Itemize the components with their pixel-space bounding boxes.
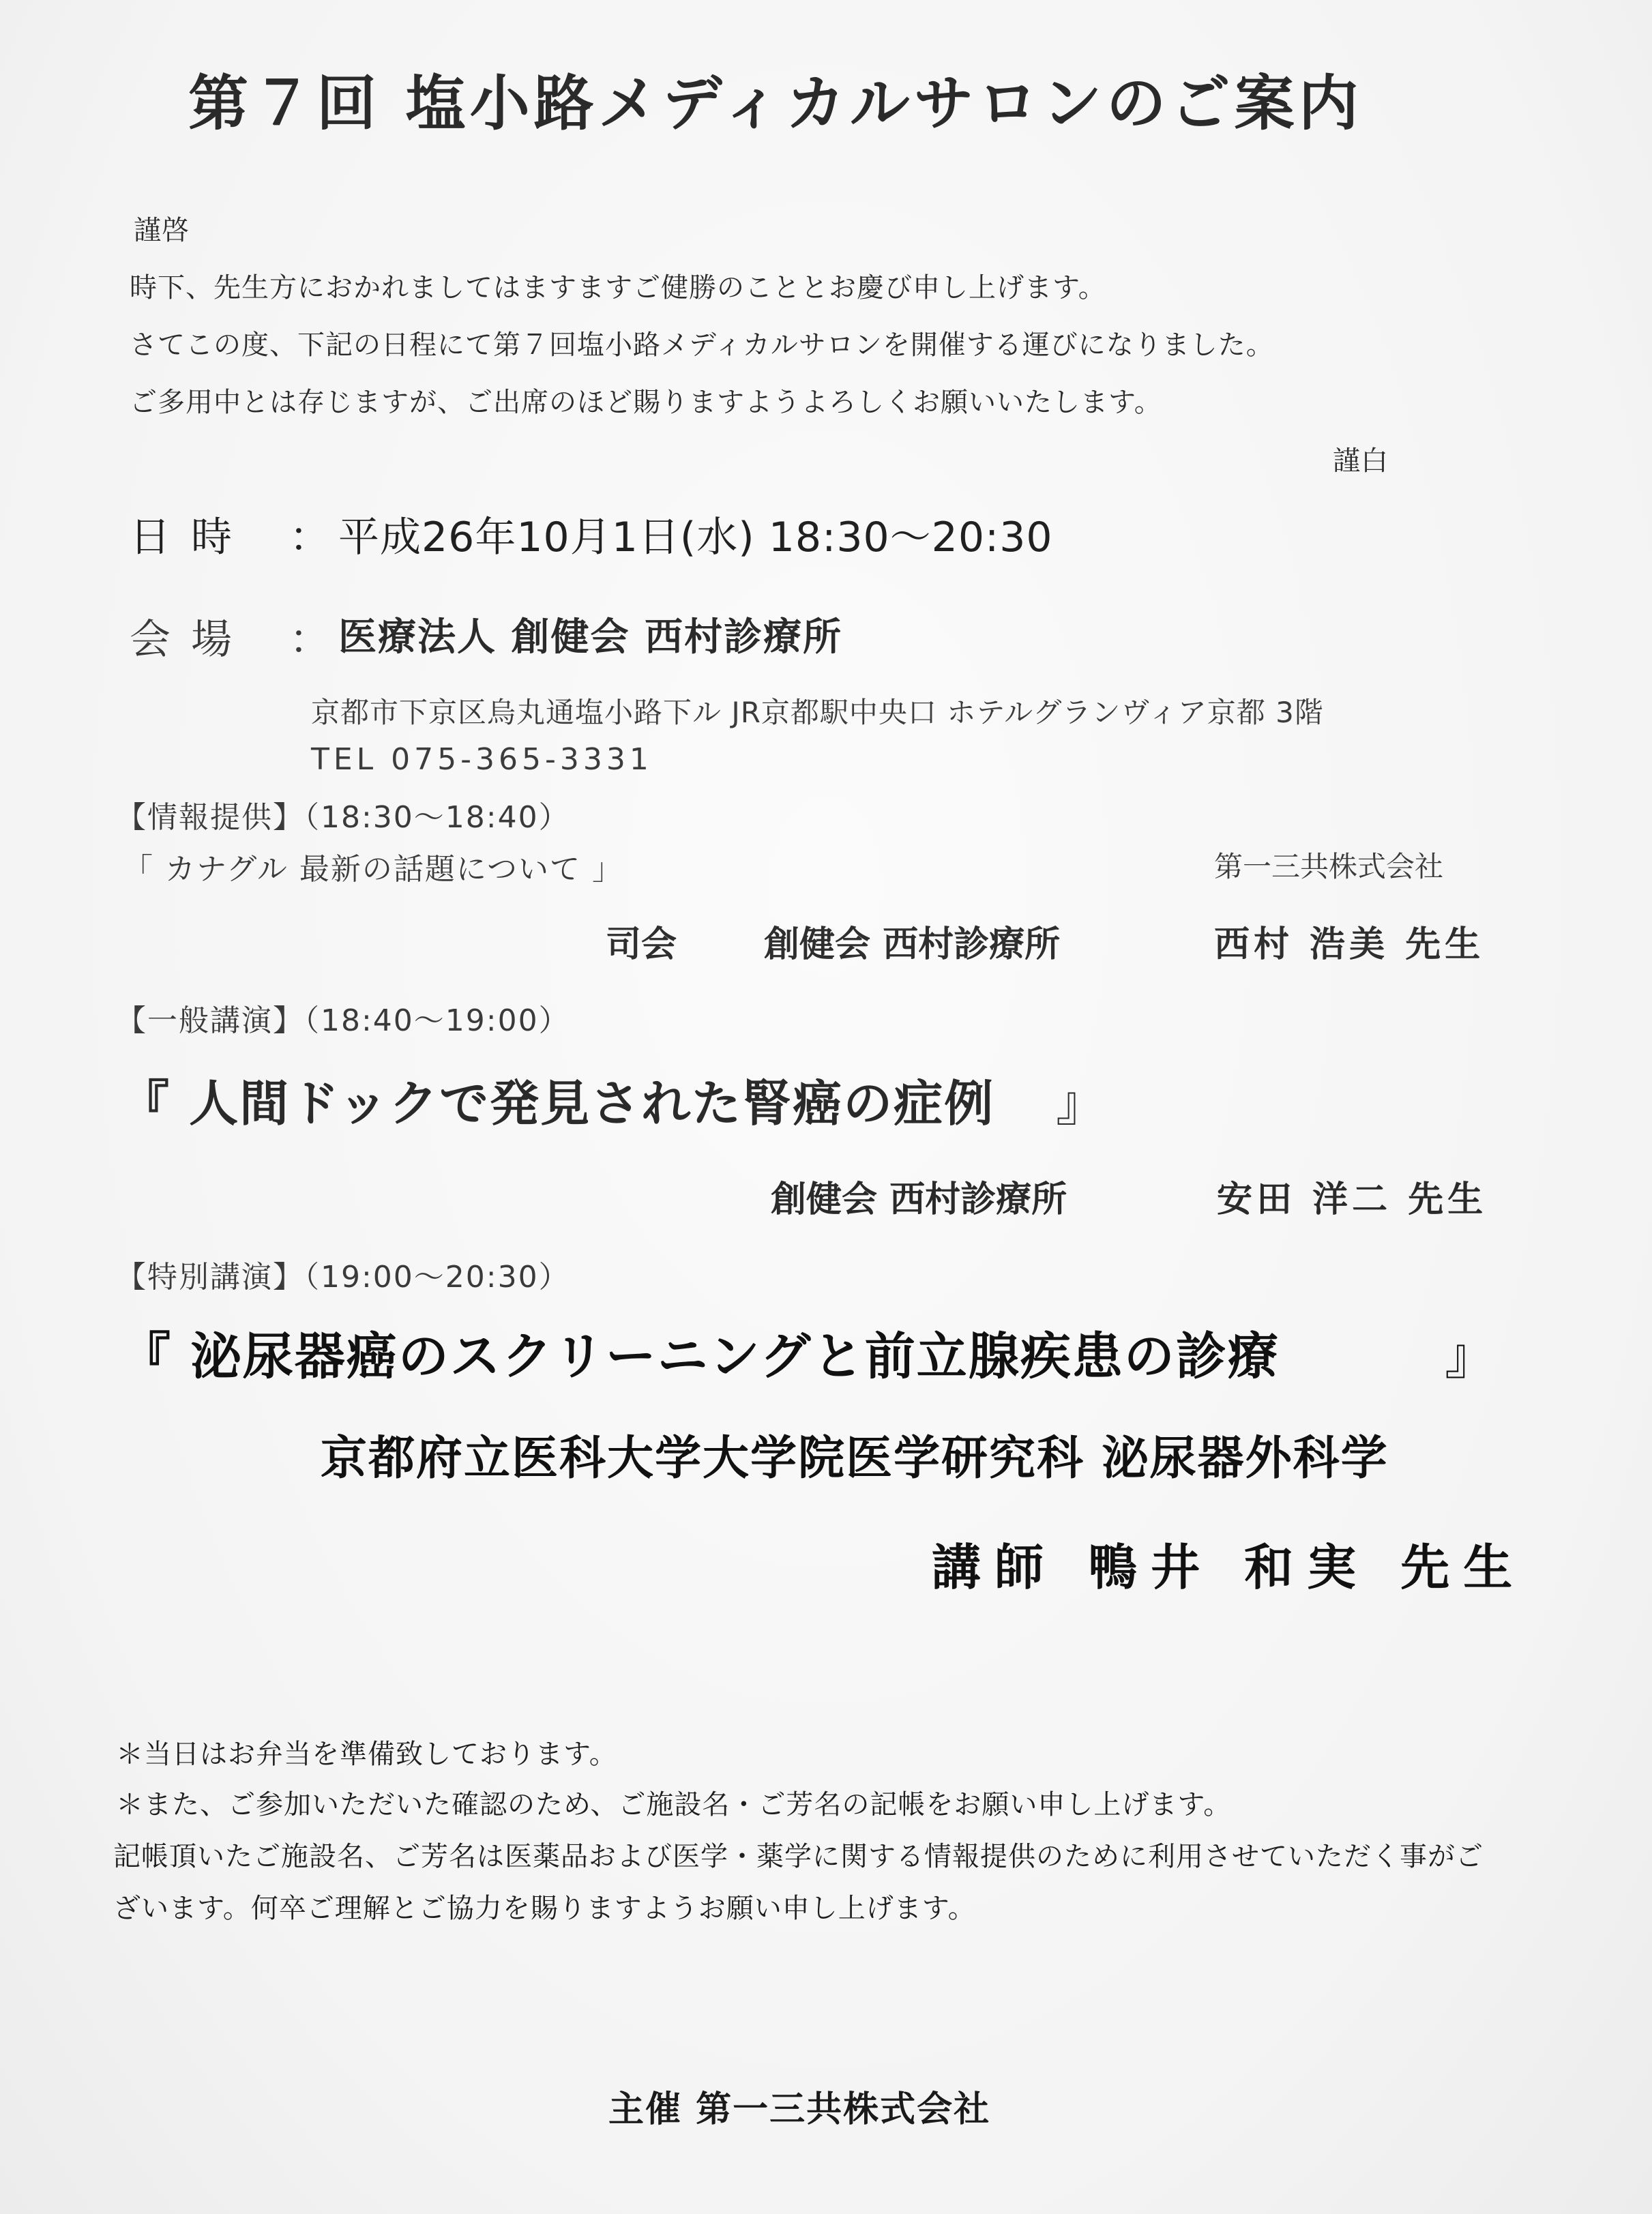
date-value: 平成26年10月1日(水) 18:30〜20:30 (338, 514, 1053, 561)
info-topic: 「 カナグル 最新の話題について 」 (123, 852, 623, 887)
mc-name: 西村 浩美 先生 (1214, 924, 1485, 965)
info-section-heading: 【情報提供】（18:30〜18:40） (116, 800, 570, 835)
mc-label: 司会 (606, 924, 677, 965)
date-label: 日時 (130, 514, 252, 561)
letter-line-1: 時下、先生方におかれましてはますますご健勝のこととお慶び申し上げます。 (130, 272, 1106, 304)
note-privacy-1: 記帳頂いたご施設名、ご芳名は医薬品および医学・薬学に関する情報提供のために利用させていただく事がご (113, 1841, 1484, 1872)
info-company: 第一三共株式会社 (1214, 850, 1444, 883)
note-registration: ＊また、ご参加いただいた確認のため、ご施設名・ご芳名の記帳をお願い申し上げます。 (116, 1789, 1232, 1820)
letter-line-3: ご多用中とは存じますが、ご出席のほど賜りますようよろしくお願いいたします。 (130, 387, 1162, 418)
special-talk-title-close: 』 (1445, 1327, 1495, 1386)
special-speaker-name: 講師 鴨井 和実 先生 (932, 1539, 1526, 1596)
venue-address: 京都市下京区烏丸通塩小路下ル JR京都駅中央口 ホテルグランヴィア京都 3階 (311, 696, 1324, 729)
venue-label: 会場 (130, 616, 252, 664)
letter-line-2: さてこの度、下記の日程にて第７回塩小路メディカルサロンを開催する運びになりました。 (130, 329, 1274, 361)
mc-organization: 創健会 西村診療所 (764, 924, 1061, 965)
venue-tel: TEL 075-365-3331 (311, 742, 653, 777)
organizer: 主催 第一三共株式会社 (608, 2089, 991, 2130)
note-privacy-2: ざいます。何卒ご理解とご協力を賜りますようお願い申し上げます。 (113, 1893, 976, 1924)
document-title: 第７回 塩小路メディカルサロンのご案内 (188, 68, 1363, 138)
venue-colon: ： (289, 616, 330, 664)
letter-closing: 謹白 (1333, 445, 1389, 477)
note-lunch: ＊当日はお弁当を準備致しております。 (116, 1739, 617, 1770)
venue-value: 医療法人 創健会 西村診療所 (338, 615, 842, 660)
special-section-heading: 【特別講演】（19:00〜20:30） (116, 1260, 570, 1295)
date-colon: ： (289, 514, 330, 561)
special-talk-title: 『 泌尿器癌のスクリーニングと前立腺疾患の診療 (120, 1327, 1280, 1386)
general-talk-title-close: 』 (1056, 1075, 1106, 1132)
general-speaker-organization: 創健会 西村診療所 (771, 1179, 1067, 1220)
special-speaker-affiliation: 京都府立医科大学大学院医学研究科 泌尿器外科学 (321, 1432, 1389, 1486)
letter-opening: 謹啓 (134, 215, 190, 246)
general-talk-title: 『 人間ドックで発見された腎癌の症例 (120, 1075, 995, 1132)
general-speaker-name: 安田 洋二 先生 (1217, 1179, 1488, 1220)
general-section-heading: 【一般講演】（18:40〜19:00） (116, 1003, 570, 1038)
